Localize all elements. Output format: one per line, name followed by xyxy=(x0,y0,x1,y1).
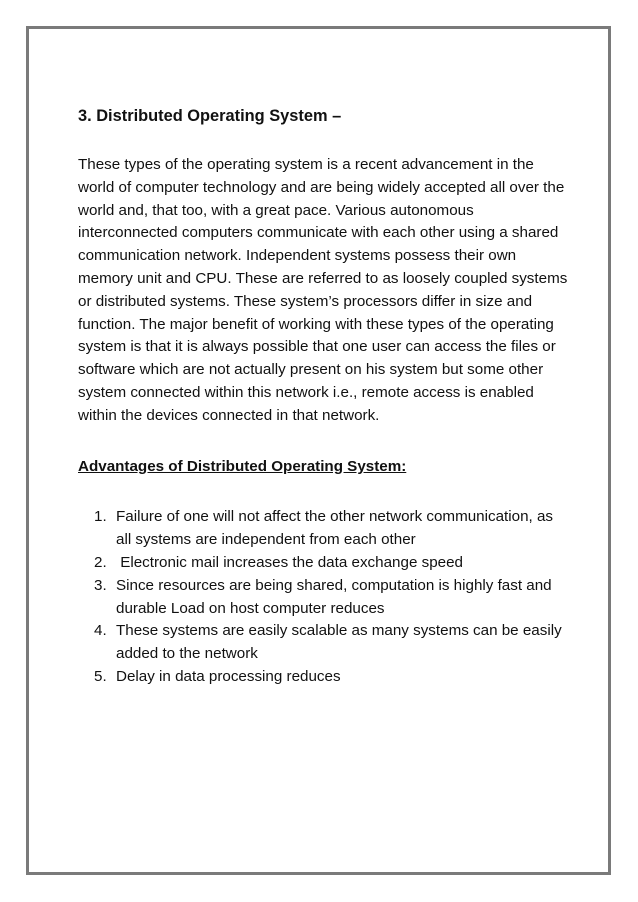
list-item-text: Failure of one will not affect the other network communication, as all systems are independent from each other xyxy=(116,508,554,549)
advantages-heading: Advantages of Distributed Operating System: xyxy=(78,457,407,475)
list-item xyxy=(78,552,570,575)
list-item xyxy=(78,506,570,552)
body-paragraph: These types of the operating system is a recent advancement in the world of computer technology and are being widely accepted all over the world and, that too, with a great pace. Various autonomous interconnected computers communicate with each other using a shared communication network. Independent systems possess their own memory unit and CPU. These are referred to as loosely coupled systems or distributed systems. These system’s processors differ in size and function. The major benefit of working with these types of the operating system is that it is always possible that one user can access the files or software which are not actually present on his system but some other system connected within this network i.e., remote access is enabled within the devices connected in that network. xyxy=(78,156,568,424)
list-item-text: Delay in data processing reduces xyxy=(116,667,341,685)
document-body xyxy=(78,104,570,689)
list-item-number: 5. xyxy=(94,667,107,685)
list-item-text: Since resources are being shared, computation is highly fast and durable Load on host computer reduces xyxy=(116,576,552,617)
list-item-number: 2. xyxy=(94,553,107,571)
list-item-text: Electronic mail increases the data exchange speed xyxy=(116,553,463,571)
list-item xyxy=(78,620,570,666)
list-item-text: These systems are easily scalable as many systems can be easily added to the network xyxy=(116,622,562,663)
list-item xyxy=(78,575,570,621)
list-item-number: 4. xyxy=(94,622,107,640)
list-item-number: 3. xyxy=(94,576,107,594)
list-item-number: 1. xyxy=(94,508,107,526)
section-heading: 3. Distributed Operating System – xyxy=(78,107,342,125)
list-item xyxy=(78,666,570,689)
advantages-list xyxy=(78,506,570,688)
